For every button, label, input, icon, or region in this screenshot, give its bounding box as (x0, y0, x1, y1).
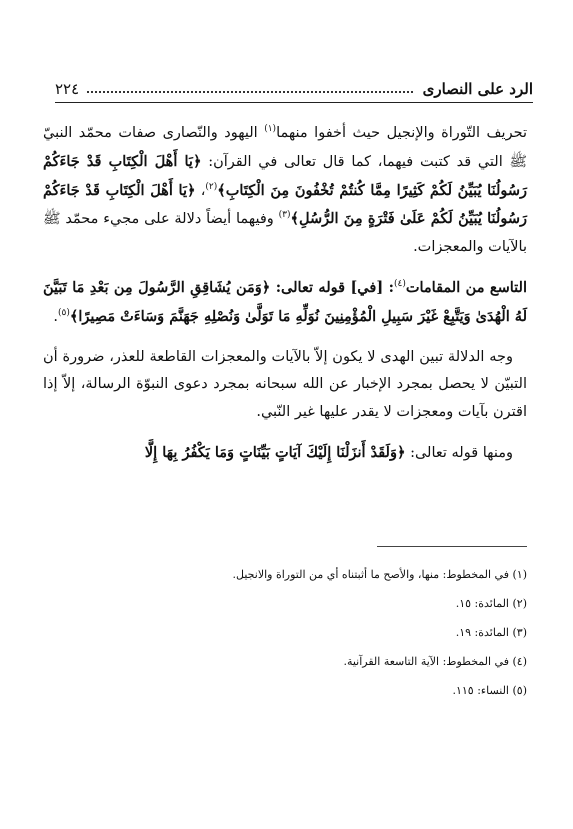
text-run: . (53, 308, 58, 325)
paragraph (43, 439, 527, 468)
running-header (55, 78, 533, 98)
header-rule (55, 102, 533, 103)
section-label: : [في] قوله تعالى: (270, 278, 394, 296)
text-run: تحريف التّوراة والإنجيل حيث أخفوا منهما (276, 125, 527, 141)
footnote: (٣) المائدة: ١٩. (455, 626, 527, 639)
header-title: الرد على النصارى (422, 80, 533, 98)
paragraph (43, 274, 527, 332)
footnote: (٥) النساء: ١١٥. (452, 684, 527, 697)
footnote: (١) في المخطوط: منها، والأصح ما أثبتناه أي من التوراة والانجيل. (232, 568, 527, 581)
quran-quote: ﴿وَمَن يُشَاقِقِ الرَّسُولَ مِن بَعْدِ مَا تَبَيَّنَ لَهُ الْهُدَىٰ وَيَتَّبِعْ غَيْرَ سَبِيلِ الْمُؤْمِنِينَ نُوَلِّهِ مَا تَوَلَّىٰ وَنُصْلِهِ جَهَنَّمَ وَسَاءَتْ مَصِيرًا﴾ (43, 278, 527, 325)
footnote: (٤) في المخطوط: الآية التاسعة القرآنية. (343, 655, 527, 668)
footnote-marker: (٥) (57, 307, 70, 318)
quran-quote: ﴿وَلَقَدْ أَنزَلْنَا إِلَيْكَ آيَاتٍ بَيِّنَاتٍ وَمَا يَكْفُرُ بِهَا إِلَّا (144, 443, 406, 461)
section-label: التاسع من المقامات (405, 278, 527, 296)
paragraph (43, 344, 527, 427)
footnote-marker: (٤) (393, 279, 406, 290)
header-dotted-leader (87, 90, 412, 93)
footnotes (43, 560, 527, 705)
text-run: وجه الدلالة تبين الهدى لا يكون إلاّ بالآيات والمعجزات القاطعة للعذر، ضرورة أن التبيّن لا يحصل بمجرد الإخبار عن الله سبحانه بمجرد دعوى النبوّة الرسالة، إلاّ إذا اقترن بآيات ومعجزات لا يقدر عليها غير النّبي. (43, 348, 527, 421)
footnote-separator (377, 546, 527, 547)
text-run: اليهود والنّصارى صفات محمّد النبيّ ﷺ التي قد كتبت فيهما، كما قال تعالى في القرآن: (43, 125, 528, 170)
text-run: ومنها قوله تعالى: (405, 444, 513, 461)
quran-quote: ﴿يَا أَهْلَ الْكِتَابِ قَدْ جَاءَكُمْ رَسُولُنَا يُبَيِّنُ لَكُمْ عَلَىٰ فَتْرَةٍ مِنَ الرُّسُلِ﴾ (43, 181, 527, 228)
page-number: ٢٢٤ (55, 80, 80, 98)
quran-quote: ﴿يَا أَهْلَ الْكِتَابِ قَدْ جَاءَكُمْ رَسُولُنَا يُبَيِّنُ لَكُمْ كَثِيرًا مِمَّا كُنتُمْ تُخْفُونَ مِنَ الْكِتَابِ﴾ (43, 152, 528, 199)
footnote-marker: (٢) (205, 181, 218, 192)
text-run: وفيهما أيضاً دلالة على مجيء محمّد ﷺ بالآيات والمعجزات. (43, 211, 527, 256)
footnote: (٢) المائدة: ١٥. (455, 597, 527, 610)
footnote-marker: (٣) (278, 210, 291, 221)
footnote-marker: (١) (264, 124, 277, 135)
paragraph (43, 120, 527, 262)
main-text (43, 120, 527, 480)
text-run: ، (195, 182, 206, 199)
